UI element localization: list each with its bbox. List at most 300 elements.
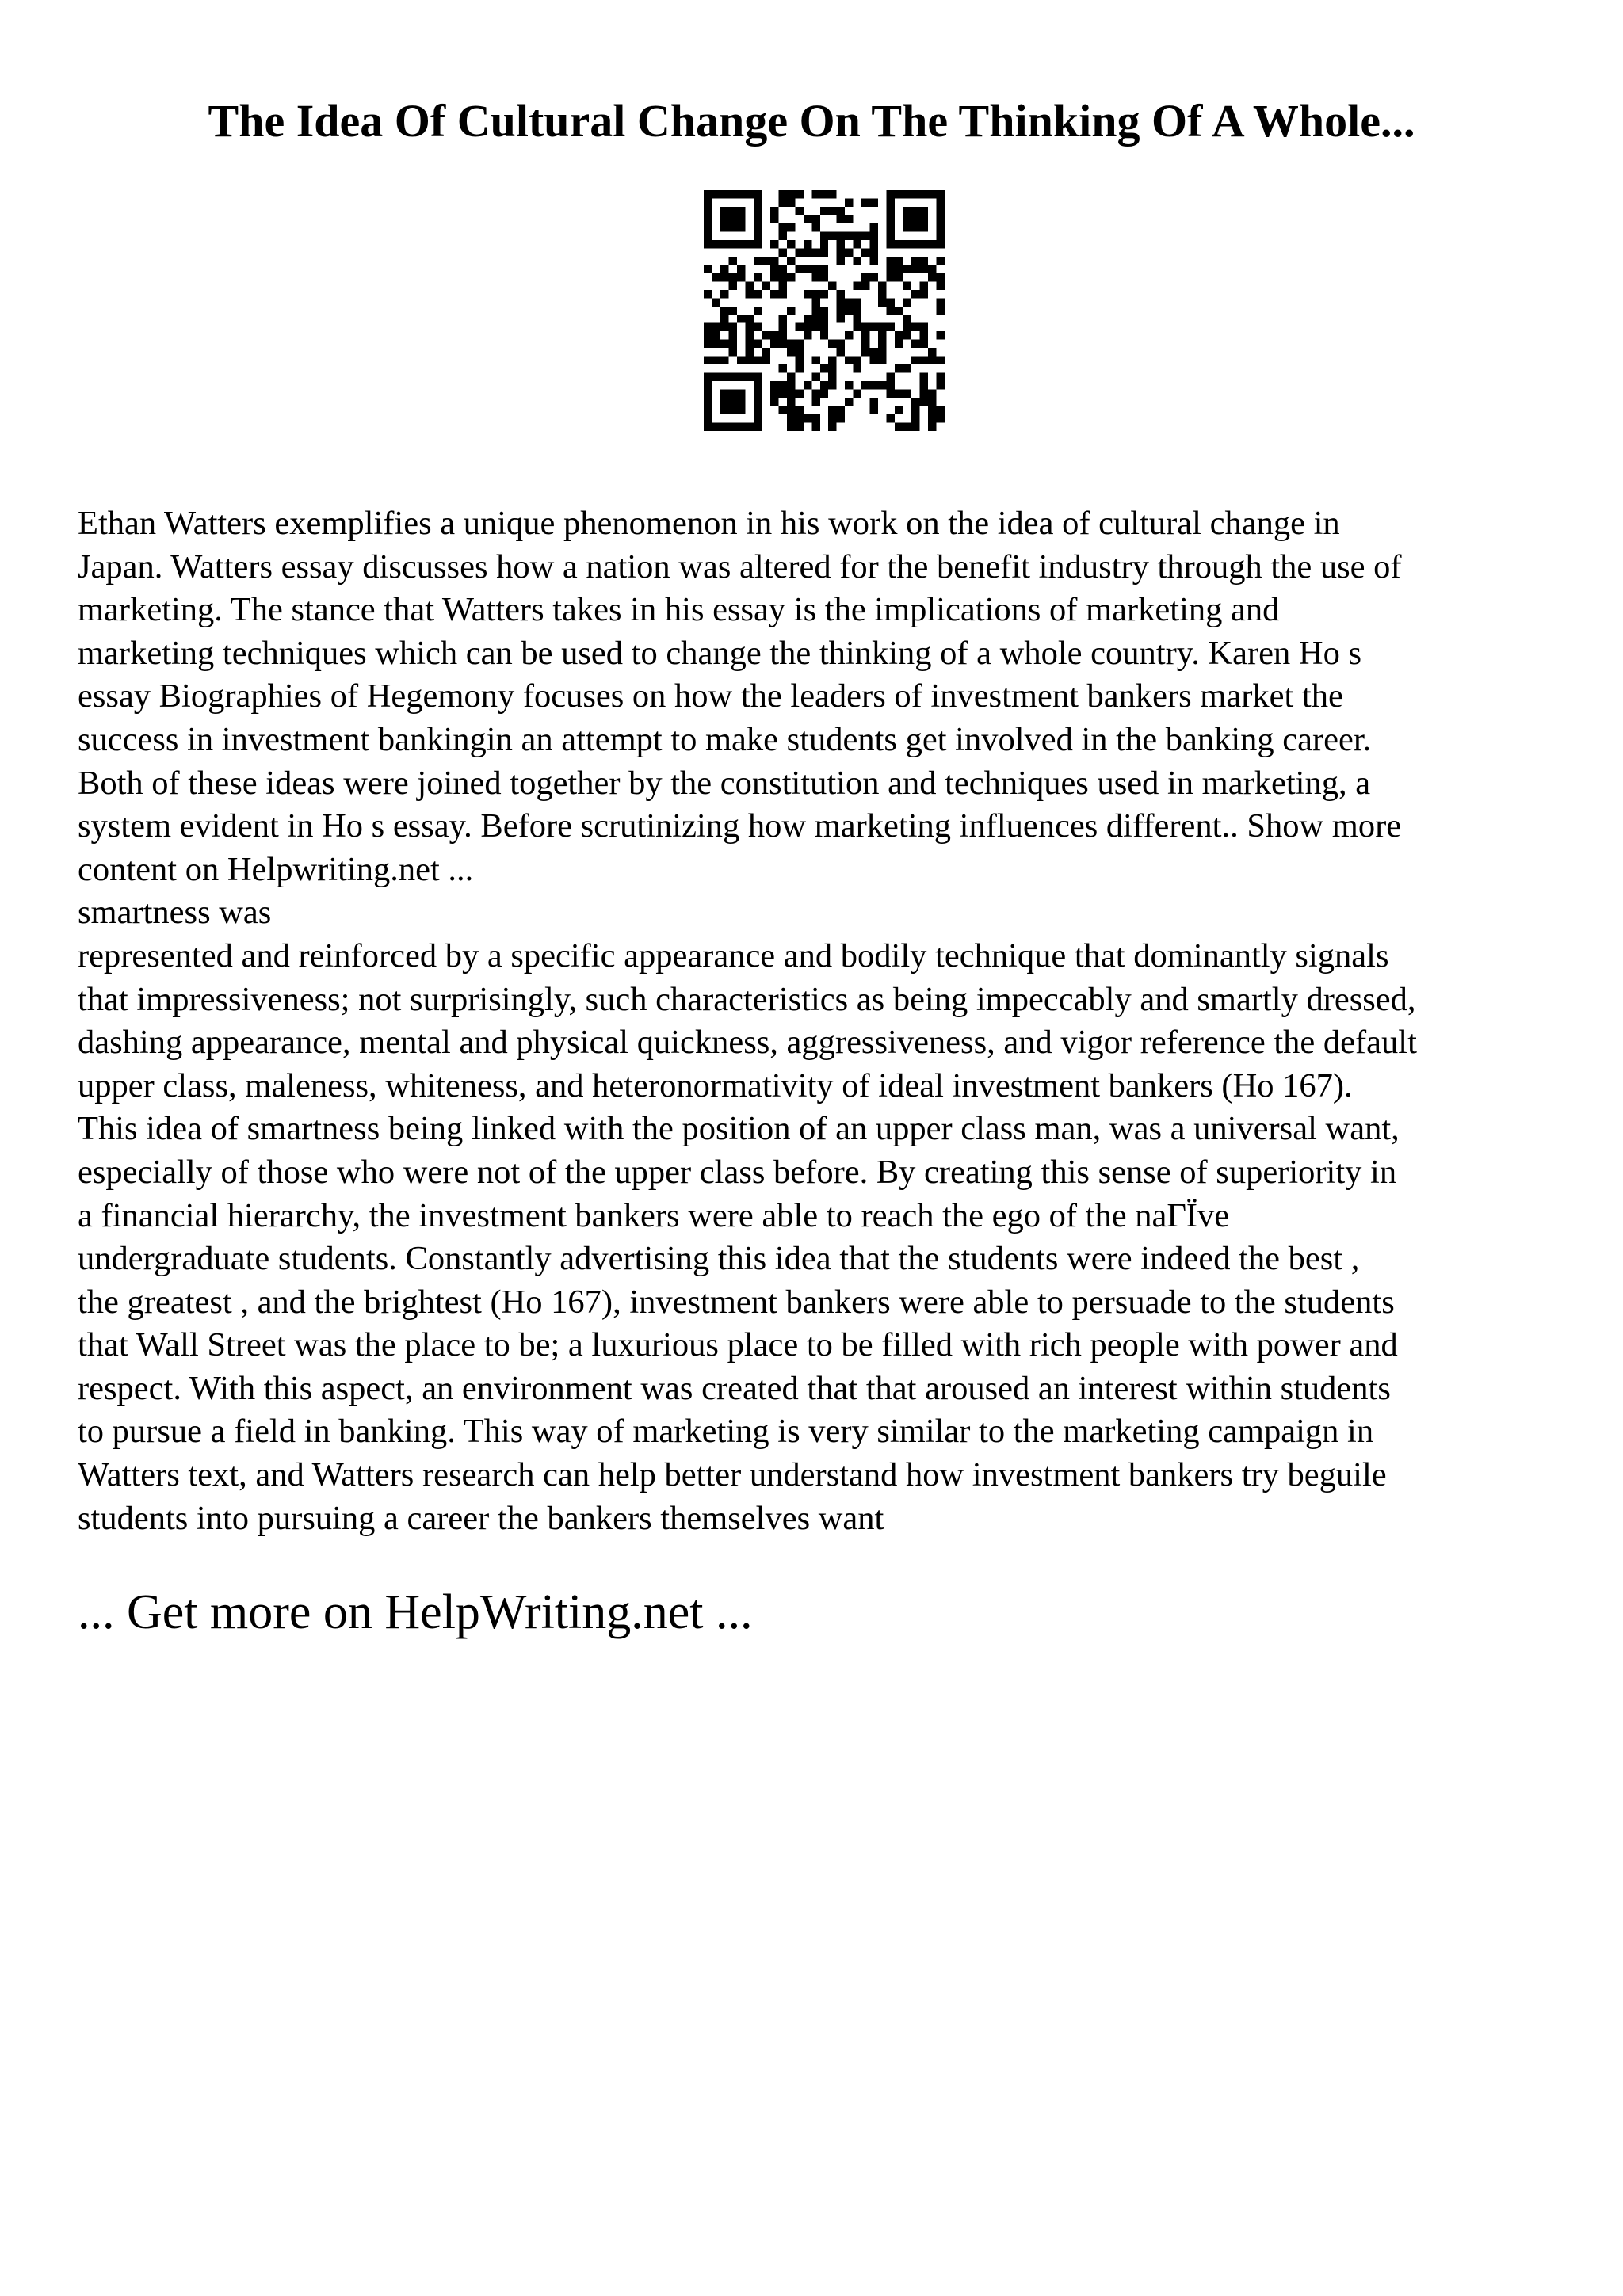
qr-module	[704, 240, 712, 248]
qr-module	[887, 265, 895, 273]
qr-module	[837, 231, 845, 239]
qr-module	[903, 281, 911, 289]
qr-module	[920, 381, 928, 389]
qr-module	[887, 323, 895, 331]
qr-module	[704, 223, 712, 231]
qr-module	[845, 215, 853, 223]
qr-module	[712, 340, 720, 348]
qr-module	[795, 423, 803, 431]
qr-module	[820, 231, 828, 239]
qr-module	[728, 398, 736, 406]
body-line: system evident in Ho s essay. Before scrutinizing how marketing influences different.. Show more	[78, 807, 1402, 845]
qr-module	[928, 423, 936, 431]
qr-module	[861, 273, 869, 281]
qr-module	[895, 240, 903, 248]
qr-module	[778, 406, 786, 414]
qr-module	[787, 257, 795, 265]
qr-module	[728, 307, 736, 315]
qr-module	[754, 290, 762, 298]
qr-code-icon[interactable]	[704, 190, 945, 431]
qr-module	[795, 323, 803, 331]
document-title: The Idea Of Cultural Change On The Thinking Of A Whole...	[208, 95, 1415, 147]
qr-module	[870, 406, 878, 414]
qr-module	[887, 231, 895, 239]
qr-module	[820, 190, 828, 198]
qr-module	[778, 323, 786, 331]
qr-module	[861, 340, 869, 348]
qr-module	[737, 315, 745, 322]
qr-module	[845, 331, 853, 339]
qr-module	[903, 223, 911, 231]
qr-module	[778, 265, 786, 273]
qr-module	[770, 207, 778, 215]
qr-module	[754, 414, 762, 422]
qr-module	[720, 190, 728, 198]
qr-module	[937, 357, 945, 364]
qr-module	[720, 215, 728, 223]
qr-module	[728, 331, 736, 339]
get-more-link[interactable]: ... Get more on HelpWriting.net ...	[78, 1585, 753, 1639]
qr-module	[754, 390, 762, 398]
qr-module	[920, 357, 928, 364]
qr-module	[861, 248, 869, 256]
qr-module	[878, 340, 886, 348]
qr-module	[920, 281, 928, 289]
qr-module	[787, 190, 795, 198]
qr-module	[770, 340, 778, 348]
qr-module	[828, 190, 836, 198]
qr-module	[728, 215, 736, 223]
qr-module	[795, 340, 803, 348]
qr-module	[828, 281, 836, 289]
qr-module	[778, 290, 786, 298]
qr-module	[887, 307, 895, 315]
qr-module	[920, 257, 928, 265]
qr-module	[737, 265, 745, 273]
qr-module	[937, 231, 945, 239]
qr-module	[911, 265, 919, 273]
qr-module	[795, 414, 803, 422]
qr-module	[762, 331, 769, 339]
qr-module	[828, 423, 836, 431]
qr-module	[937, 298, 945, 306]
qr-module	[870, 257, 878, 265]
qr-module	[820, 315, 828, 322]
body-line: that Wall Street was the place to be; a luxurious place to be filled with rich people with power and	[78, 1326, 1398, 1364]
body-line: smartness was	[78, 894, 272, 932]
qr-module	[837, 414, 845, 422]
qr-module	[704, 265, 712, 273]
qr-module	[762, 357, 769, 364]
qr-module	[928, 273, 936, 281]
qr-module	[861, 281, 869, 289]
qr-module	[937, 190, 945, 198]
qr-module	[928, 414, 936, 422]
qr-module	[920, 323, 928, 331]
qr-module	[870, 198, 878, 206]
qr-module	[878, 290, 886, 298]
qr-module	[704, 331, 712, 339]
qr-module	[820, 207, 828, 215]
qr-module	[820, 265, 828, 273]
qr-module	[911, 423, 919, 431]
qr-module	[903, 265, 911, 273]
qr-module	[911, 240, 919, 248]
qr-module	[828, 406, 836, 414]
qr-module	[712, 357, 720, 364]
qr-module	[737, 223, 745, 231]
qr-module	[704, 323, 712, 331]
body-line: to pursue a field in banking. This way of marketing is very similar to the marketing campaign in	[78, 1413, 1374, 1451]
qr-module	[728, 281, 736, 289]
qr-module	[820, 248, 828, 256]
qr-module	[820, 240, 828, 248]
qr-module	[878, 348, 886, 356]
qr-module	[837, 215, 845, 223]
qr-module	[895, 257, 903, 265]
qr-module	[812, 290, 819, 298]
qr-module	[903, 364, 911, 372]
body-line: represented and reinforced by a specific appearance and bodily technique that dominantly signals	[78, 936, 1389, 974]
qr-module	[787, 373, 795, 381]
body-line: dashing appearance, mental and physical quickness, aggressiveness, and vigor reference the default	[78, 1024, 1417, 1062]
qr-module	[911, 406, 919, 414]
qr-module	[920, 331, 928, 339]
qr-module	[937, 198, 945, 206]
body-line: the greatest , and the brightest (Ho 167), investment bankers were able to persuade to the students	[78, 1283, 1395, 1321]
qr-module	[754, 215, 762, 223]
qr-module	[778, 364, 786, 372]
qr-module	[728, 423, 736, 431]
qr-module	[845, 248, 853, 256]
qr-module	[870, 357, 878, 364]
qr-module	[937, 207, 945, 215]
qr-module	[804, 414, 812, 422]
qr-module	[854, 364, 861, 372]
qr-module	[887, 190, 895, 198]
qr-module	[712, 298, 720, 306]
qr-module	[887, 240, 895, 248]
qr-module	[720, 290, 728, 298]
qr-module	[795, 348, 803, 356]
qr-module	[837, 207, 845, 215]
qr-module	[820, 331, 828, 339]
qr-module	[728, 390, 736, 398]
qr-module	[754, 231, 762, 239]
qr-module	[887, 381, 895, 389]
qr-module	[778, 381, 786, 389]
qr-module	[828, 364, 836, 372]
qr-module	[812, 223, 819, 231]
qr-module	[728, 406, 736, 414]
qr-module	[828, 381, 836, 389]
qr-module	[712, 190, 720, 198]
qr-module	[754, 357, 762, 364]
qr-module	[704, 207, 712, 215]
qr-module	[728, 240, 736, 248]
qr-module	[854, 323, 861, 331]
qr-module	[812, 215, 819, 223]
qr-module	[720, 390, 728, 398]
qr-module	[804, 331, 812, 339]
qr-module	[854, 357, 861, 364]
qr-module	[770, 265, 778, 273]
qr-module	[928, 240, 936, 248]
qr-module	[728, 373, 736, 381]
qr-module	[812, 357, 819, 364]
qr-module	[778, 231, 786, 239]
qr-module	[812, 423, 819, 431]
qr-module	[870, 248, 878, 256]
qr-module	[928, 357, 936, 364]
qr-module	[812, 414, 819, 422]
qr-module	[887, 215, 895, 223]
qr-module	[903, 331, 911, 339]
qr-module	[920, 265, 928, 273]
qr-module	[920, 340, 928, 348]
qr-module	[828, 207, 836, 215]
qr-module	[737, 207, 745, 215]
qr-module	[795, 265, 803, 273]
body-line: upper class, maleness, whiteness, and heteronormativity of ideal investment bankers (Ho 167).	[78, 1066, 1353, 1104]
qr-module	[720, 398, 728, 406]
qr-module	[845, 381, 853, 389]
qr-module	[903, 298, 911, 306]
qr-module	[787, 307, 795, 315]
qr-module	[928, 390, 936, 398]
qr-module	[928, 406, 936, 414]
qr-module	[887, 207, 895, 215]
qr-module	[937, 406, 945, 414]
qr-module	[903, 215, 911, 223]
qr-module	[737, 373, 745, 381]
qr-module	[820, 273, 828, 281]
qr-module	[895, 265, 903, 273]
qr-module	[770, 273, 778, 281]
qr-module	[937, 215, 945, 223]
qr-module	[837, 348, 845, 356]
qr-module	[920, 240, 928, 248]
body-line: students into pursuing a career the bankers themselves want	[78, 1499, 884, 1537]
qr-module	[720, 323, 728, 331]
body-text	[78, 502, 1568, 1540]
qr-module	[712, 240, 720, 248]
qr-module	[920, 373, 928, 381]
body-line: undergraduate students. Constantly advertising this idea that the students were indeed the best ,	[78, 1240, 1360, 1278]
qr-module	[745, 281, 753, 289]
qr-module	[754, 406, 762, 414]
body-line: Japan. Watters essay discusses how a nation was altered for the benefit industry through the use of	[78, 547, 1402, 585]
qr-module	[861, 323, 869, 331]
qr-module	[795, 207, 803, 215]
qr-module	[754, 223, 762, 231]
qr-module	[787, 398, 795, 406]
qr-module	[737, 240, 745, 248]
qr-module	[878, 381, 886, 389]
qr-module	[812, 323, 819, 331]
qr-module	[937, 373, 945, 381]
qr-module	[704, 231, 712, 239]
qr-module	[720, 423, 728, 431]
qr-module	[845, 298, 853, 306]
qr-module	[837, 315, 845, 322]
qr-module	[787, 240, 795, 248]
qr-module	[720, 373, 728, 381]
qr-module	[887, 257, 895, 265]
qr-module	[887, 198, 895, 206]
qr-module	[903, 323, 911, 331]
qr-module	[712, 273, 720, 281]
qr-module	[704, 340, 712, 348]
qr-module	[854, 240, 861, 248]
qr-module	[704, 198, 712, 206]
qr-module	[887, 390, 895, 398]
qr-module	[704, 381, 712, 389]
qr-module	[845, 398, 853, 406]
qr-module	[937, 240, 945, 248]
qr-module	[754, 381, 762, 389]
qr-module	[870, 323, 878, 331]
qr-module	[928, 348, 936, 356]
qr-module	[720, 240, 728, 248]
qr-module	[911, 215, 919, 223]
qr-module	[754, 190, 762, 198]
qr-module	[804, 265, 812, 273]
body-line: Both of these ideas were joined together by the constitution and techniques used in marketing, a	[78, 764, 1371, 802]
qr-module	[720, 357, 728, 364]
qr-module	[887, 373, 895, 381]
qr-module	[704, 190, 712, 198]
qr-module	[878, 331, 886, 339]
qr-module	[870, 398, 878, 406]
qr-module	[720, 406, 728, 414]
qr-module	[903, 390, 911, 398]
qr-module	[895, 364, 903, 372]
qr-module	[837, 307, 845, 315]
qr-module	[854, 281, 861, 289]
qr-module	[787, 223, 795, 231]
qr-module	[720, 207, 728, 215]
qr-module	[720, 265, 728, 273]
qr-module	[754, 257, 762, 265]
body-line: marketing. The stance that Watters takes in his essay is the implications of marketing and	[78, 591, 1280, 629]
qr-module	[745, 190, 753, 198]
qr-module	[870, 348, 878, 356]
qr-module	[911, 357, 919, 364]
qr-module	[745, 323, 753, 331]
qr-module	[870, 273, 878, 281]
qr-module	[754, 340, 762, 348]
qr-module	[795, 190, 803, 198]
qr-module	[787, 414, 795, 422]
qr-module	[903, 315, 911, 322]
qr-module	[928, 398, 936, 406]
qr-module	[820, 381, 828, 389]
qr-module	[787, 381, 795, 389]
qr-module	[920, 398, 928, 406]
qr-module	[812, 307, 819, 315]
qr-module	[745, 240, 753, 248]
body-line: especially of those who were not of the upper class before. By creating this sense of superiority in	[78, 1153, 1397, 1191]
qr-module	[837, 290, 845, 298]
qr-module	[895, 340, 903, 348]
body-line: Ethan Watters exemplifies a unique phenomenon in his work on the idea of cultural change in	[78, 505, 1340, 542]
qr-module	[737, 406, 745, 414]
qr-module	[795, 248, 803, 256]
qr-module	[928, 265, 936, 273]
body-line: that impressiveness; not surprisingly, such characteristics as being impeccably and smartly dressed,	[78, 980, 1416, 1018]
qr-module	[887, 298, 895, 306]
qr-module	[728, 340, 736, 348]
qr-module	[837, 340, 845, 348]
qr-module	[854, 315, 861, 322]
qr-module	[770, 290, 778, 298]
qr-module	[762, 281, 769, 289]
qr-module	[837, 406, 845, 414]
qr-module	[754, 240, 762, 248]
qr-module	[704, 373, 712, 381]
qr-module	[737, 390, 745, 398]
qr-module	[778, 315, 786, 322]
qr-module	[895, 273, 903, 281]
qr-module	[861, 231, 869, 239]
qr-module	[937, 257, 945, 265]
qr-module	[845, 307, 853, 315]
qr-module	[795, 357, 803, 364]
qr-module	[854, 307, 861, 315]
qr-module	[770, 240, 778, 248]
qr-module	[837, 240, 845, 248]
qr-module	[720, 273, 728, 281]
qr-module	[778, 190, 786, 198]
qr-module	[937, 331, 945, 339]
qr-module	[778, 273, 786, 281]
qr-module	[804, 215, 812, 223]
qr-module	[937, 273, 945, 281]
qr-module	[820, 390, 828, 398]
qr-module	[837, 298, 845, 306]
qr-module	[861, 331, 869, 339]
qr-module	[820, 323, 828, 331]
qr-module	[728, 323, 736, 331]
qr-module	[854, 231, 861, 239]
qr-module	[795, 390, 803, 398]
body-line: content on Helpwriting.net ...	[78, 850, 474, 888]
qr-module	[804, 315, 812, 322]
qr-module	[737, 215, 745, 223]
qr-module	[720, 223, 728, 231]
qr-module	[737, 273, 745, 281]
qr-module	[920, 215, 928, 223]
qr-module	[787, 348, 795, 356]
qr-module	[903, 240, 911, 248]
qr-module	[778, 390, 786, 398]
qr-module	[754, 273, 762, 281]
qr-module	[887, 414, 895, 422]
qr-module	[812, 273, 819, 281]
qr-module	[895, 423, 903, 431]
qr-module	[778, 198, 786, 206]
qr-module	[712, 331, 720, 339]
qr-module	[712, 323, 720, 331]
qr-module	[887, 223, 895, 231]
qr-module	[854, 298, 861, 306]
qr-module	[804, 290, 812, 298]
qr-module	[778, 223, 786, 231]
qr-module	[861, 198, 869, 206]
qr-module	[911, 207, 919, 215]
body-line: respect. With this aspect, an environment was created that that aroused an interest within students	[78, 1369, 1391, 1407]
